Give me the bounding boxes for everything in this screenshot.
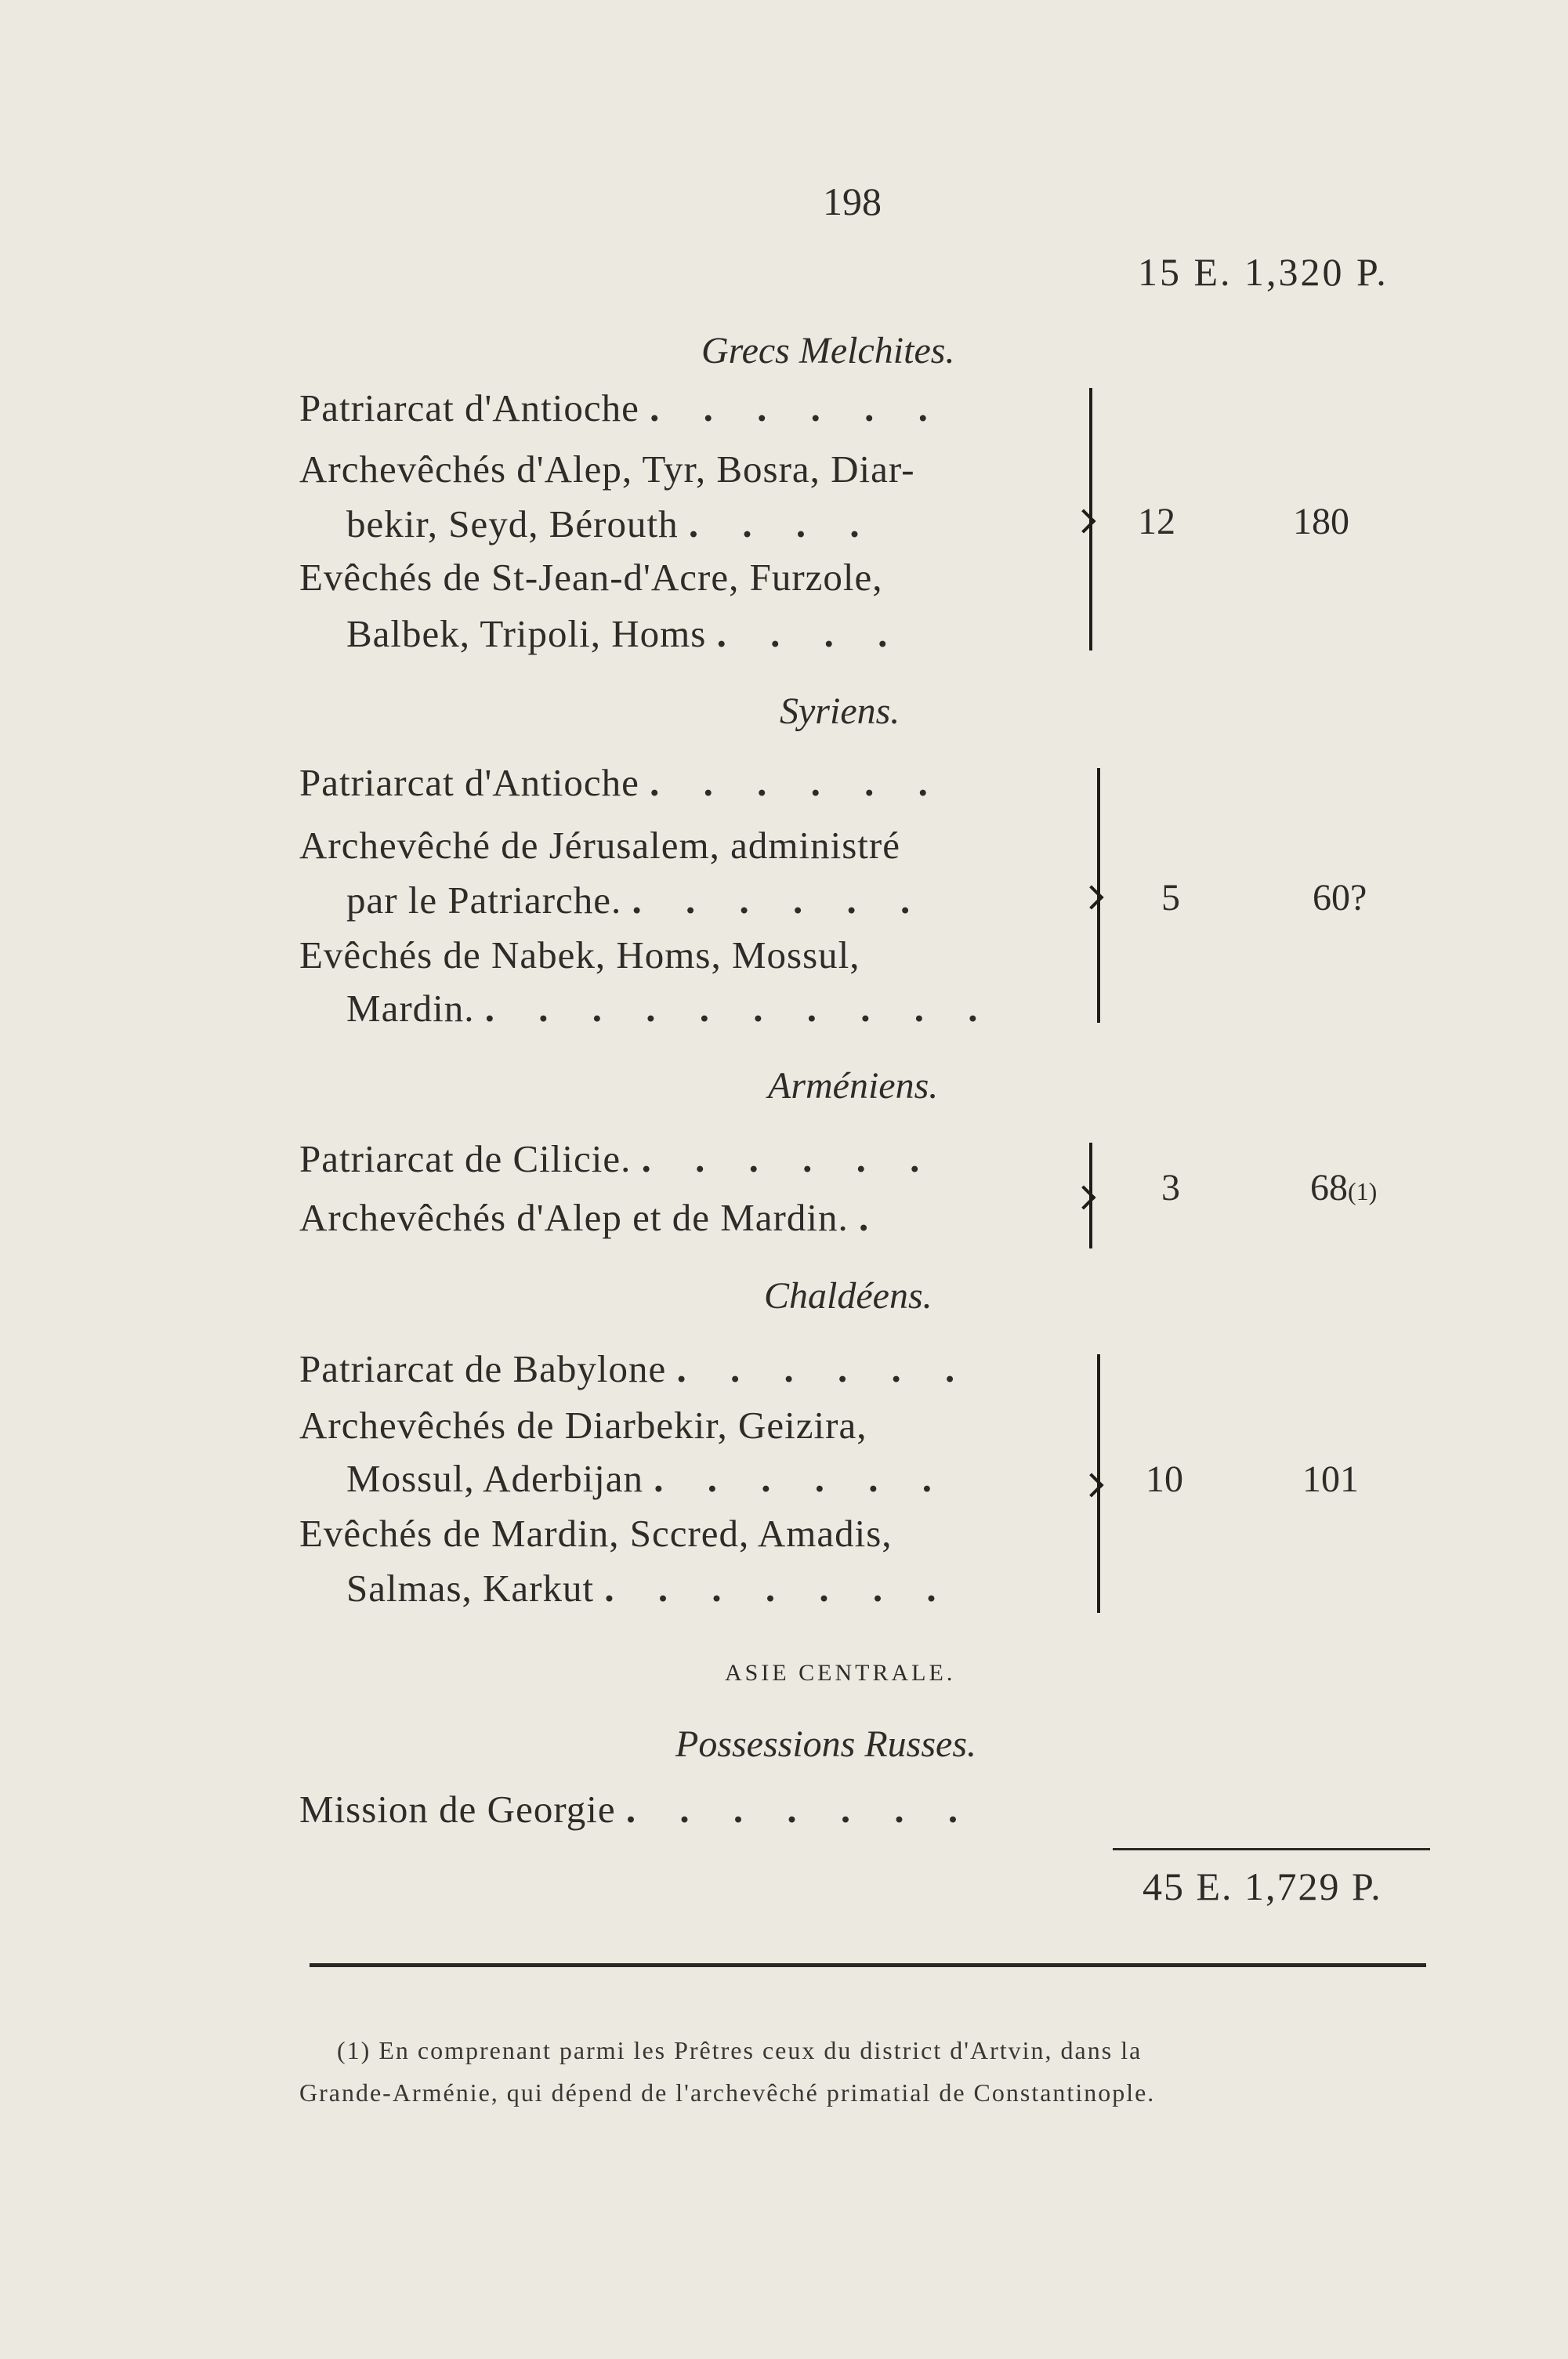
- footnote-marker: (1): [1348, 1177, 1378, 1205]
- grouping-brace: [1089, 388, 1092, 650]
- entry-line: Evêchés de Nabek, Homs, Mossul,: [299, 933, 860, 977]
- entry-line: Archevêchés de Diarbekir, Geizira,: [299, 1404, 867, 1447]
- subregion-heading: Possessions Russes.: [675, 1723, 977, 1765]
- footnote-line: Grande-Arménie, qui dépend de l'archevêché primatial de Constantinople.: [299, 2078, 1156, 2107]
- grouping-brace: [1097, 768, 1100, 1023]
- section-heading-armeniens: Arméniens.: [768, 1065, 939, 1107]
- section-heading-chaldeens: Chaldéens.: [764, 1275, 932, 1317]
- entry-line: Mardin. . . . . . . . . . .: [346, 987, 995, 1030]
- section-heading-syriens: Syriens.: [780, 690, 900, 732]
- entry-line: par le Patriarche. . . . . . .: [346, 879, 928, 922]
- entry-line: Balbek, Tripoli, Homs . . . .: [346, 612, 905, 655]
- entry-line: Patriarcat d'Antioche . . . . . .: [299, 761, 945, 804]
- entry-line: Evêchés de St-Jean-d'Acre, Furzole,: [299, 556, 883, 599]
- entry-line: Mission de Georgie . . . . . . .: [299, 1788, 976, 1831]
- priests-count: 60?: [1313, 877, 1367, 919]
- entry-line: Archevêchés d'Alep, Tyr, Bosra, Diar-: [299, 448, 915, 491]
- page-number: 198: [823, 179, 882, 223]
- bishops-count: 3: [1161, 1167, 1180, 1208]
- bishops-count: 12: [1138, 501, 1175, 542]
- section-heading-grecs-melchites: Grecs Melchites.: [701, 330, 955, 371]
- footnote-line: (1) En comprenant parmi les Prêtres ceux du district d'Artvin, dans la: [337, 2036, 1143, 2064]
- grouping-brace: [1089, 1143, 1092, 1248]
- grand-total: 45 E. 1,729 P.: [1143, 1864, 1382, 1908]
- entry-line: Archevêché de Jérusalem, administré: [299, 824, 900, 867]
- entry-line: Salmas, Karkut . . . . . . .: [346, 1567, 954, 1610]
- priests-count: 68(1): [1310, 1167, 1378, 1208]
- entry-line: Patriarcat de Cilicie. . . . . . .: [299, 1137, 937, 1180]
- grouping-brace: [1097, 1354, 1100, 1613]
- total-rule: [1113, 1848, 1430, 1850]
- entry-line: Patriarcat de Babylone . . . . . .: [299, 1347, 972, 1390]
- entry-line: bekir, Seyd, Bérouth . . . .: [346, 502, 877, 545]
- region-heading: ASIE CENTRALE.: [725, 1660, 956, 1686]
- footnote-separator: [310, 1963, 1426, 1967]
- priests-count: 180: [1293, 501, 1349, 542]
- carried-total: 15 E. 1,320 P.: [1138, 250, 1389, 294]
- bishops-count: 10: [1146, 1459, 1183, 1500]
- entry-line: Archevêchés d'Alep et de Mardin. .: [299, 1196, 886, 1239]
- bishops-count: 5: [1161, 877, 1180, 919]
- entry-line: Mossul, Aderbijan . . . . . .: [346, 1457, 950, 1500]
- priests-count: 101: [1302, 1459, 1359, 1500]
- entry-line: Evêchés de Mardin, Sccred, Amadis,: [299, 1512, 893, 1555]
- entry-line: Patriarcat d'Antioche . . . . . .: [299, 386, 945, 429]
